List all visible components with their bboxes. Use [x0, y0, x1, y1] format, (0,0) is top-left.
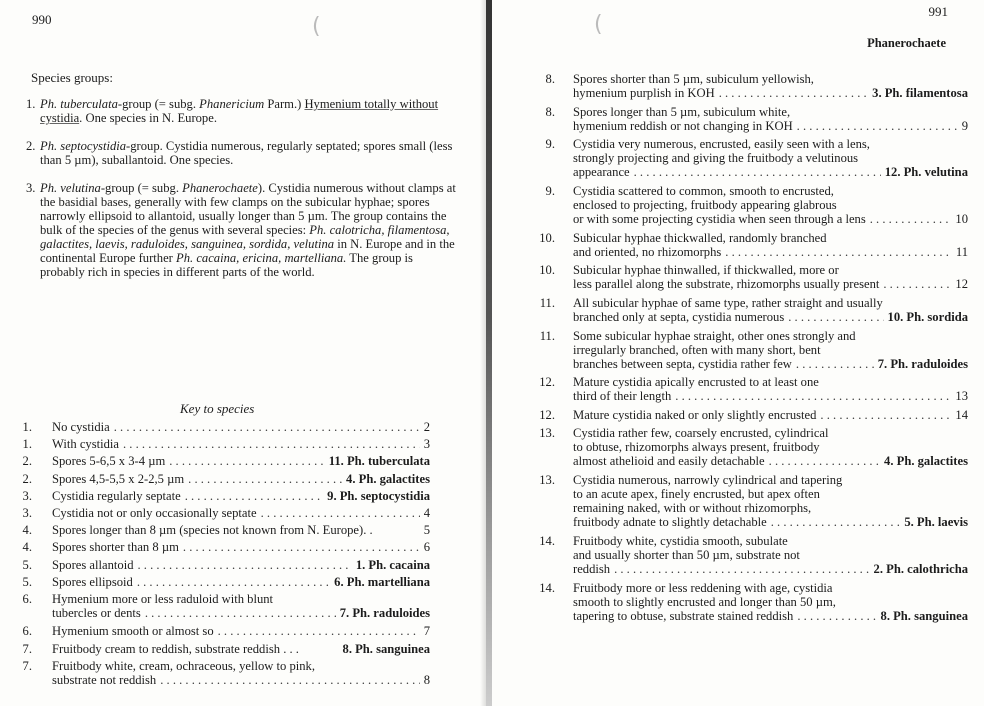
couplet-result: 8. Ph. sanguinea [880, 609, 968, 623]
couplet-number: 14. [539, 534, 555, 549]
couplet-number: 8. [545, 104, 555, 119]
couplet-result: 8 [423, 672, 430, 687]
couplet-number: 3. [22, 506, 32, 520]
couplet-result: 5. Ph. laevis [904, 515, 968, 530]
couplet-number: 3. [22, 488, 32, 503]
couplet-number: 11. [539, 296, 555, 310]
couplet-number: 7. [22, 641, 32, 656]
dot-leader [183, 540, 420, 554]
dot-leader [160, 673, 419, 687]
species-group-number: 2. [26, 139, 36, 153]
text-run: ). Cystidia numerous without clamps at the basidial bases, generally with few clamps on the subicular hyphae; spores narrowly ellipsoid to allantoid, usually longer than 5 µm. The group contains the bulk of the species of the genus with several species: [40, 181, 456, 237]
couplet-number: 4. [22, 540, 32, 555]
couplet-text: hymenium purplish in KOH [573, 86, 715, 100]
couplet-text: remaining naked, with or without rhizomorphs, [573, 501, 812, 516]
couplet-text: Subicular hyphae thickwalled, randomly branched [573, 230, 827, 245]
right-page [492, 0, 984, 706]
dot-leader [820, 408, 951, 422]
couplet-result: 10 [955, 212, 968, 226]
couplet-text: third of their length [573, 389, 672, 404]
couplet-text: tapering to obtuse, substrate stained reddish [573, 609, 794, 623]
couplet-number: 5. [22, 574, 32, 589]
couplet-text: Spores 5-6,5 x 3-4 µm [52, 454, 166, 469]
text-run: Ph. cacaina, ericina, martelliana. [176, 251, 347, 265]
text-run: -group (= subg. [100, 181, 183, 195]
couplet-number: 2. [22, 471, 32, 486]
species-group [26, 181, 458, 279]
couplet-text: Fruitbody cream to reddish, substrate reddish . . . [52, 641, 299, 656]
couplet-text: Spores shorter than 5 µm, subiculum yellowish, [573, 72, 814, 86]
couplet-text: reddish [573, 562, 611, 577]
dot-leader [788, 310, 883, 324]
text-run: Hymenium totally without cystidia [40, 97, 439, 125]
couplet-result: 12 [955, 277, 968, 292]
couplet-result: 14 [955, 408, 968, 422]
species-groups-title: Species groups: [31, 70, 113, 85]
species-group-text [40, 97, 454, 125]
couplet-number: 9. [545, 137, 555, 152]
dot-leader [675, 389, 951, 403]
couplet-number: 10. [539, 230, 555, 245]
couplet-number: 6. [22, 592, 32, 606]
dot-leader [719, 86, 868, 100]
couplet-result: 12. Ph. velutina [884, 165, 968, 180]
dot-leader [797, 609, 876, 623]
couplet-text: Mature cystidia naked or only slightly encrusted [573, 408, 817, 422]
couplet-text: less parallel along the substrate, rhizomorphs usually present [573, 277, 880, 292]
couplet-result: 10. Ph. sordida [887, 310, 968, 324]
text-run: in N. Europe and in the continental Europe further [40, 237, 455, 265]
couplet-text: substrate not reddish [52, 672, 157, 687]
dot-leader [634, 165, 881, 179]
couplet-text: Mature cystidia apically encrusted to at least one [573, 375, 819, 390]
couplet-result: 2. Ph. calothricha [873, 562, 968, 577]
couplet-text: branched only at septa, cystidia numerous [573, 310, 785, 324]
dot-leader [169, 454, 325, 468]
dot-leader [769, 454, 880, 468]
couplet-text: Spores shorter than 8 µm [52, 540, 179, 555]
couplet-text: Spores longer than 8 µm (species not known from N. Europe). . [52, 523, 373, 538]
couplet-number: 8. [545, 72, 555, 86]
couplet-text: tubercles or dents [52, 606, 141, 620]
text-run: Ph. septocystidia [40, 139, 127, 153]
species-group-text [40, 139, 458, 167]
couplet-text: or with some projecting cystidia when seen through a lens [573, 212, 866, 226]
couplet-number: 1. [22, 437, 32, 452]
couplet-number: 9. [545, 184, 555, 198]
couplet-number: 4. [22, 523, 32, 538]
dot-leader [614, 562, 869, 576]
couplet-result: 4 [423, 506, 430, 520]
dot-leader [883, 277, 951, 291]
couplet-text: strongly projecting and giving the fruitbody a velutinous [573, 151, 859, 166]
text-run: Phanerochaete [182, 181, 258, 195]
couplet-result: 9. Ph. septocystidia [327, 488, 430, 503]
couplet-text: hymenium reddish or not changing in KOH [573, 118, 793, 133]
text-run: The group is probably rich in species in different parts of the world. [40, 251, 413, 279]
couplet-text: to obtuse, rhizomorphs always present, fruitbody [573, 440, 820, 455]
dot-leader [123, 437, 420, 451]
couplet-text: Spores longer than 5 µm, subiculum white, [573, 104, 791, 119]
text-run: Ph. calotricha, filamentosa, galactites, laevis, raduloides, sanguinea, sordida, velutina [40, 223, 450, 251]
couplet-text: Hymenium smooth or almost so [52, 624, 214, 639]
dot-leader [796, 357, 874, 371]
couplet-number: 10. [539, 263, 555, 278]
couplet-number: 1. [22, 420, 32, 434]
species-group-number: 1. [26, 97, 36, 111]
couplet-text: Spores 4,5-5,5 x 2-2,5 µm [52, 471, 185, 486]
dot-leader [725, 245, 952, 259]
couplet-result: 9 [961, 118, 968, 133]
couplet-text: and oriented, no rhizomorphs [573, 244, 722, 259]
text-run: Parm.) [264, 97, 305, 111]
couplet-number: 2. [22, 454, 32, 469]
couplet-result: 8. Ph. sanguinea [342, 641, 430, 656]
couplet-text: Subicular hyphae thinwalled, if thickwalled, more or [573, 263, 839, 278]
couplet-text: and usually shorter than 50 µm, substrate not [573, 548, 800, 563]
scan-mark: ( [312, 14, 321, 39]
couplet-text: Spores allantoid [52, 557, 134, 572]
couplet-text: almost athelioid and easily detachable [573, 454, 765, 469]
couplet-result: 5 [423, 523, 430, 538]
couplet-text: Cystidia regularly septate [52, 488, 181, 503]
couplet-text: Fruitbody white, cream, ochraceous, yellow to pink, [52, 658, 316, 673]
couplet-text: to an acute apex, finely encrusted, but apex often [573, 487, 820, 502]
dot-leader [771, 515, 901, 529]
couplet-result: 3. Ph. filamentosa [872, 86, 968, 100]
couplet-text: smooth to slightly encrusted and longer than 50 µm, [573, 595, 836, 609]
couplet-number: 13. [539, 426, 555, 441]
couplet-text: Cystidia very numerous, encrusted, easily seen with a lens, [573, 137, 870, 152]
species-group [26, 139, 458, 167]
couplet-result: 6. Ph. martelliana [334, 574, 430, 589]
couplet-text: appearance [573, 165, 630, 180]
dot-leader [870, 212, 952, 226]
couplet-text: Cystidia rather few, coarsely encrusted, cylindrical [573, 426, 829, 441]
species-group-number: 3. [26, 181, 36, 195]
text-run: Ph. tuberculata [40, 97, 118, 111]
couplet-text: Fruitbody more or less reddening with age, cystidia [573, 581, 833, 595]
text-run: Ph. velutina [40, 181, 101, 195]
couplet-result: 2 [423, 420, 430, 434]
species-group-text [40, 181, 458, 279]
couplet-result: 3 [423, 437, 430, 452]
text-run: -group (= subg. [117, 97, 200, 111]
couplet-number: 14. [539, 581, 555, 595]
couplet-text: All subicular hyphae of same type, rather straight and usually [573, 296, 883, 310]
couplet-text: Cystidia numerous, narrowly cylindrical and tapering [573, 473, 843, 488]
couplet-result: 4. Ph. galactites [884, 454, 968, 469]
couplet-text: branches between septa, cystidia rather few [573, 356, 792, 371]
dot-leader [138, 558, 352, 572]
dot-leader [114, 420, 420, 434]
text-run: Phanericium [199, 97, 265, 111]
couplet-text: With cystidia [52, 437, 119, 452]
species-group [26, 97, 454, 125]
couplet-text: enclosed to projecting, fruitbody appearing glabrous [573, 198, 837, 212]
couplet-number: 12. [539, 408, 555, 422]
text-run: . One species in N. Europe. [79, 111, 217, 125]
couplet-result: 11. Ph. tuberculata [328, 454, 430, 469]
dot-leader [185, 489, 323, 503]
couplet-result: 11 [955, 244, 968, 259]
text-run: -group. Cystidia numerous, regularly septated; spores small (less than 5 µm), suballantoid. One species. [40, 139, 453, 167]
couplet-result: 1. Ph. cacaina [355, 557, 430, 572]
couplet-text: Some subicular hyphae straight, other ones strongly and [573, 328, 856, 343]
dot-leader [137, 575, 330, 589]
couplet-number: 13. [539, 473, 555, 488]
couplet-text: Hymenium more or less raduloid with blunt [52, 592, 274, 606]
couplet-result: 4. Ph. galactites [346, 471, 430, 486]
couplet-result: 13 [955, 389, 968, 404]
couplet-number: 7. [22, 658, 32, 673]
couplet-result: 7. Ph. raduloides [339, 606, 430, 620]
couplet-number: 12. [539, 375, 555, 390]
couplet-text: fruitbody adnate to slightly detachable [573, 515, 767, 530]
couplet-text: Cystidia not or only occasionally septate [52, 506, 257, 520]
page-number-right: 991 [928, 4, 948, 19]
couplet-text: Spores ellipsoid [52, 574, 133, 589]
couplet-number: 6. [22, 624, 32, 639]
couplet-result: 7 [423, 624, 430, 639]
couplet-result: 7. Ph. raduloides [877, 356, 968, 371]
couplet-number: 11. [539, 328, 555, 343]
couplet-text: No cystidia [52, 420, 110, 434]
couplet-text: Cystidia scattered to common, smooth to encrusted, [573, 184, 834, 198]
couplet-text: Fruitbody white, cystidia smooth, subulate [573, 534, 788, 549]
running-head: Phanerochaete [867, 36, 946, 50]
dot-leader [261, 506, 420, 520]
left-page [0, 0, 489, 706]
couplet-result: 6 [423, 540, 430, 555]
scan-mark: ( [594, 12, 603, 37]
dot-leader [188, 472, 342, 486]
dot-leader [145, 606, 336, 620]
page-number-left: 990 [32, 12, 52, 27]
dot-leader [218, 624, 420, 638]
couplet-number: 5. [22, 557, 32, 572]
dot-leader [797, 119, 958, 133]
couplet-text: irregularly branched, often with many short, bent [573, 342, 821, 357]
key-title: Key to species [180, 401, 255, 416]
